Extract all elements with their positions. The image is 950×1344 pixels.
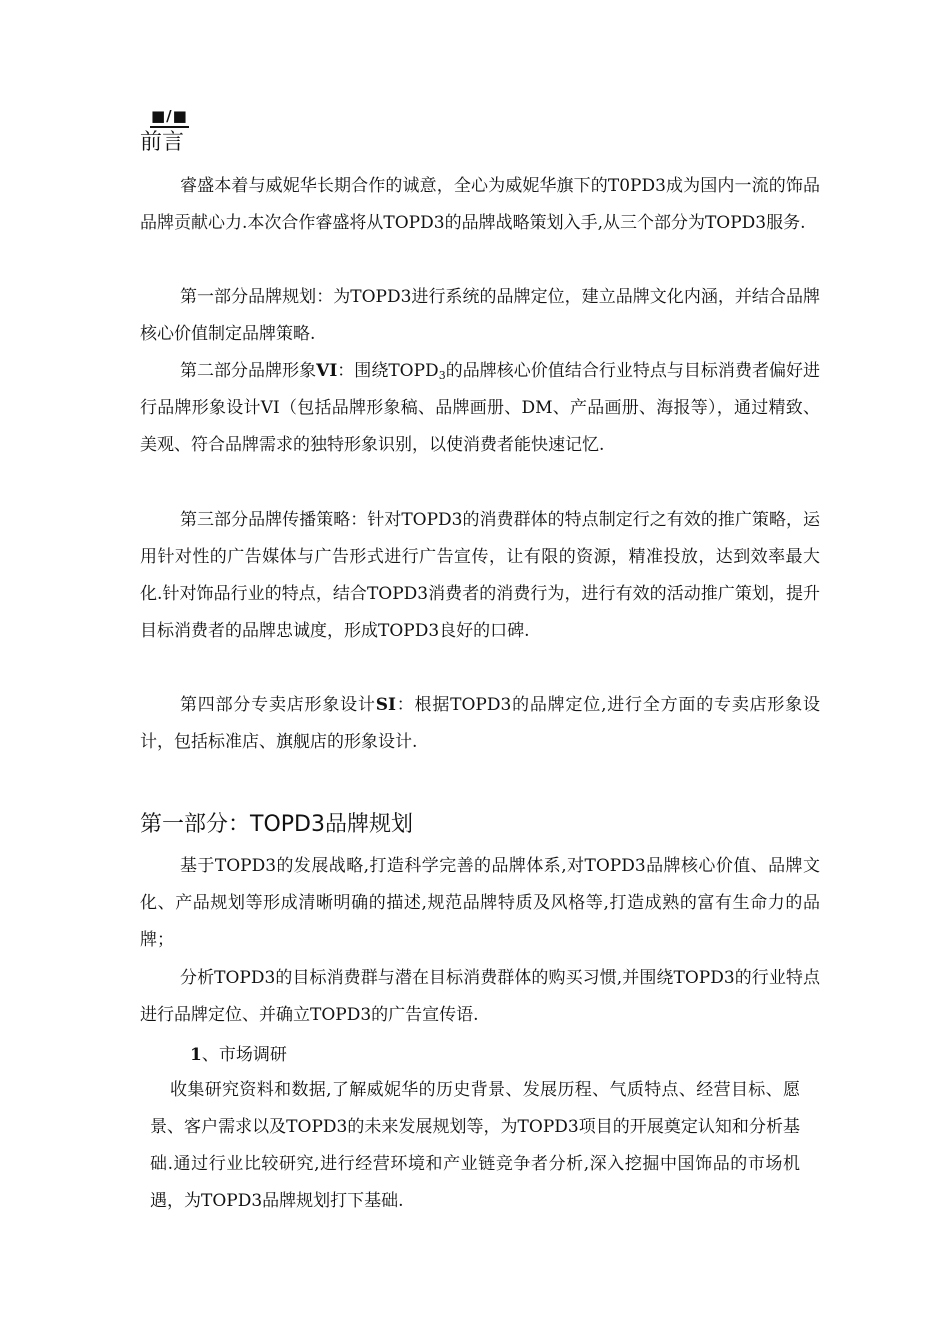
- p5-lead: 第四部分专卖店形象设计: [180, 695, 376, 715]
- part1-paragraph-1: 基于TOPD3的发展战略,打造科学完善的品牌体系,对TOPD3品牌核心价值、品牌文化、产品规划等形成清晰明确的描述,规范品牌特质及风格等,打造成熟的富有生命力的品牌；: [140, 856, 820, 950]
- section-1-text: 收集研究资料和数据,了解威妮华的历史背景、发展历程、气质特点、经营目标、愿景、客户需求以及TOPD3的未来发展规划等，为TOPD3项目的开展奠定认知和分析基础.通过行业比较研究,进行经营环境和产业链竞争者分析,深入挖掘中国饰品的市场机遇，为TOPD3品牌规划打下基础.: [150, 1080, 800, 1211]
- p3-text-b: 的品牌核心价值结合行业特点与目标消费者偏好进行品牌形象设计VI（包括品牌形象稿、品牌画册、DM、产品画册、海报等），通过精致、美观、符合品牌需求的独特形象识别，以使消费者能快速记忆.: [140, 361, 821, 455]
- preface-paragraph-2: 第一部分品牌规划：为TOPD3进行系统的品牌定位，建立品牌文化内涵，并结合品牌核心价值制定品牌策略.: [140, 287, 820, 344]
- preface-paragraph-4: 第三部分品牌传播策略：针对TOPD3的消费群体的特点制定行之有效的推广策略，运用针对性的广告媒体与广告形式进行广告宣传，让有限的资源，精准投放，达到效率最大化.针对饰品行业的特点，结合TOPD3消费者的消费行为，进行有效的活动推广策划，提升目标消费者的品牌忠诚度，形成TOPD3良好的口碑.: [140, 510, 820, 641]
- part1-title: 第一部分：TOPD3品牌规划: [140, 812, 413, 837]
- p5-si: SI: [375, 695, 396, 715]
- preface-paragraph-3: [140, 353, 820, 464]
- section-1-number: 1: [190, 1045, 202, 1065]
- section-1-label: 、市场调研: [201, 1045, 287, 1065]
- p3-text-a: ：围绕TOPD: [337, 361, 439, 381]
- header-mark: ■/■: [150, 106, 189, 128]
- part1-paragraph-2: 分析TOPD3的目标消费群与潜在目标消费群体的购买习惯,并围绕TOPD3的行业特点进行品牌定位、并确立TOPD3的广告宣传语.: [140, 968, 820, 1025]
- p3-vi: VI: [316, 361, 338, 381]
- p5-rest: ：根据TOPD3的品牌定位,进行全方面的专卖店形象设计，包括标准店、旗舰店的形象设计.: [140, 695, 820, 752]
- preface-title: 前言: [140, 130, 185, 155]
- p3-lead: 第二部分品牌形象: [180, 361, 317, 381]
- preface-paragraph-5: [140, 687, 820, 761]
- section-1-heading: [190, 1040, 287, 1070]
- p3-subscript: 3: [438, 369, 446, 382]
- preface-paragraph-1: 睿盛本着与威妮华长期合作的诚意，全心为威妮华旗下的T0PD3成为国内一流的饰品品牌贡献心力.本次合作睿盛将从TOPD3的品牌战略策划入手,从三个部分为TOPD3服务.: [140, 176, 820, 233]
